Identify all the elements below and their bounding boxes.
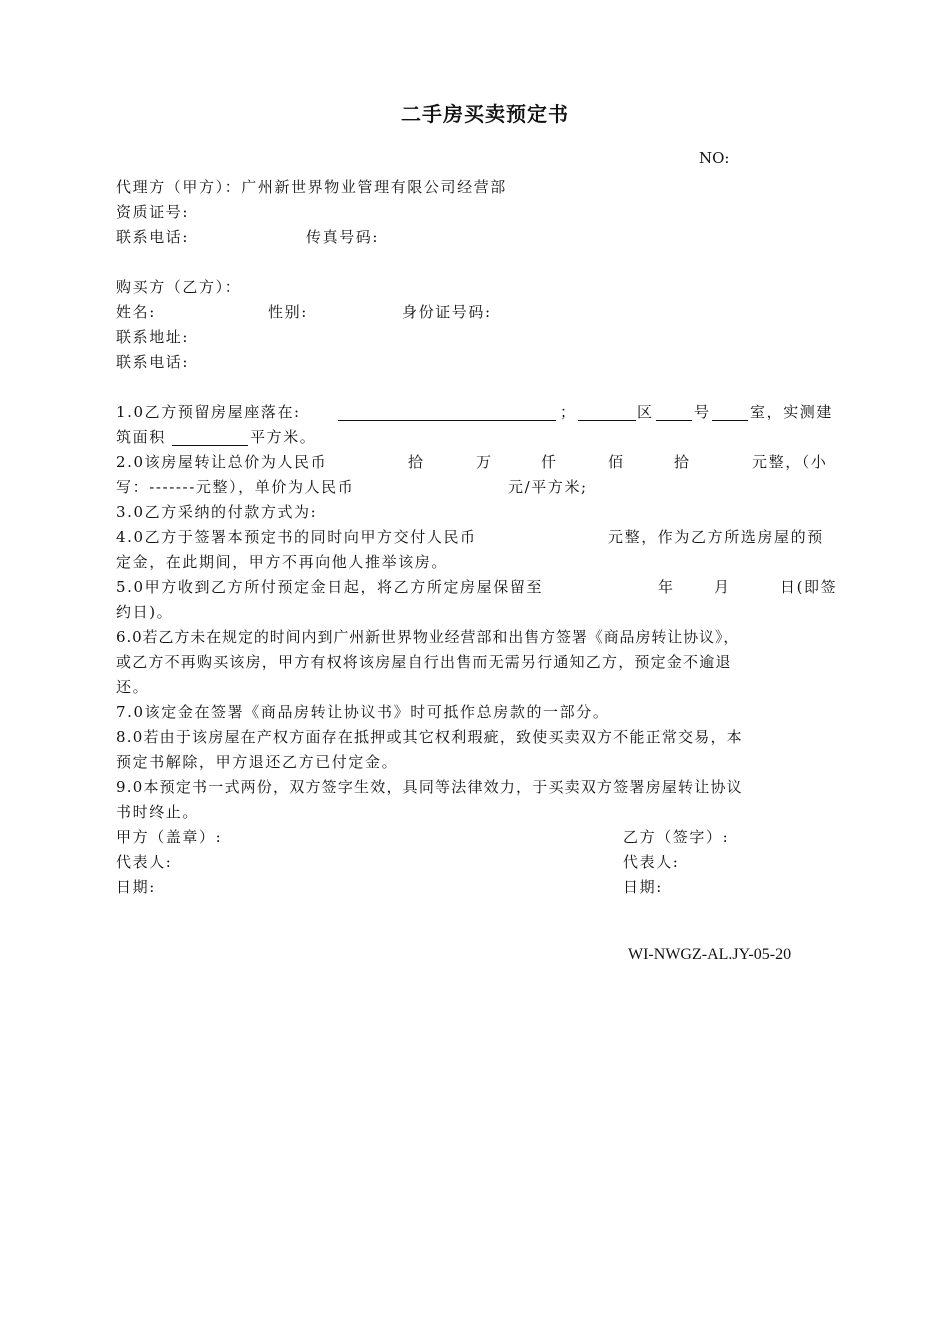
clause-1-room: 室，实测建 — [750, 403, 834, 421]
clause-4-deposit: 元整，作为乙方所选房屋的预 — [608, 528, 824, 546]
buyer-address: 联系地址: — [116, 328, 190, 346]
clause-2-unit-price: 元/平方米; — [508, 478, 588, 496]
buyer-gender: 性别: — [268, 303, 308, 321]
clause-2-bai: 佰 — [608, 453, 625, 471]
clause-4-text: 4.0乙方于签署本预定书的同时向甲方交付人民币 — [116, 528, 477, 546]
clause-1-area: 筑面积 — [116, 428, 166, 446]
clause-8-line-2: 预定书解除，甲方退还乙方已付定金。 — [116, 753, 399, 771]
clause-6-line-3: 还。 — [116, 678, 150, 696]
signature-row-representative — [116, 851, 680, 873]
area-blank — [172, 428, 248, 446]
clause-1-number: 号 — [694, 403, 711, 421]
party-b-signature: 乙方（签字）: — [623, 828, 730, 846]
signature-row-party — [116, 826, 730, 848]
buyer-id: 身份证号码: — [402, 303, 492, 321]
clause-2-wan: 万 — [476, 453, 493, 471]
clause-1-line-1 — [116, 401, 834, 423]
clause-2-line-2 — [116, 476, 588, 498]
clause-3: 3.0乙方采纳的付款方式为: — [116, 503, 318, 521]
clause-5-line-1 — [116, 576, 838, 598]
clause-8-line-1: 8.0若由于该房屋在产权方面存在抵押或其它权利瑕疵，致使买卖双方不能正常交易，本 — [116, 728, 743, 746]
clause-2-lowercase: 写：-------元整），单价为人民币 — [116, 478, 355, 496]
document-number-label: NO: — [699, 149, 730, 167]
clause-2-yuan: 元整，（小 — [752, 453, 828, 471]
clause-2-shi: 拾 — [674, 453, 691, 471]
agent-line: 代理方（甲方）：广州新世界物业管理有限公司经营部 — [116, 178, 507, 196]
clause-5-month: 月 — [714, 578, 731, 596]
number-blank — [656, 403, 692, 421]
location-blank — [338, 403, 556, 421]
district-blank — [578, 403, 636, 421]
signature-row-date — [116, 876, 663, 898]
clause-5-line-2: 约日)。 — [116, 603, 174, 621]
agent-qualification: 资质证号: — [116, 203, 190, 221]
agent-phone: 联系电话: — [116, 228, 190, 246]
buyer-name: 姓名: — [116, 303, 156, 321]
clause-9-line-2: 书时终止。 — [116, 803, 200, 821]
clause-6-line-2: 或乙方不再购买该房，甲方有权将该房屋自行出售而无需另行通知乙方，预定金不逾退 — [116, 653, 732, 671]
agent-fax: 传真号码: — [306, 228, 380, 246]
clause-5-year: 年 — [658, 578, 675, 596]
clause-6-line-1: 6.0若乙方未在规定的时间内到广州新世界物业经营部和出售方签署《商品房转让协议》， — [116, 628, 740, 646]
buyer-heading: 购买方（乙方）： — [116, 278, 242, 296]
clause-7: 7.0该定金在签署《商品房转让协议书》时可抵作总房款的一部分。 — [116, 703, 610, 721]
agent-phone-fax-row — [116, 226, 380, 248]
clause-2-shi-wan: 拾 — [408, 453, 425, 471]
party-a-date: 日期: — [116, 878, 156, 896]
clause-1-unit: 平方米。 — [250, 428, 317, 446]
clause-1-text: 1.0乙方预留房屋座落在: — [116, 403, 301, 421]
party-b-date: 日期: — [623, 878, 663, 896]
clause-9-line-1: 9.0本预定书一式两份，双方签字生效，具同等法律效力，于买卖双方签署房屋转让协议 — [116, 778, 743, 796]
clause-1-semicolon: ； — [560, 403, 577, 421]
clause-4-line-2: 定金，在此期间，甲方不再向他人推举该房。 — [116, 553, 449, 571]
room-blank — [712, 403, 748, 421]
clause-2-text: 2.0该房屋转让总价为人民币 — [116, 453, 328, 471]
party-a-seal: 甲方（盖章）: — [116, 828, 223, 846]
document-title: 二手房买卖预定书 — [401, 102, 569, 126]
clause-2-qian: 仟 — [541, 453, 558, 471]
clause-1-line-2 — [116, 426, 317, 448]
clause-4-line-1 — [116, 526, 824, 548]
buyer-phone: 联系电话: — [116, 353, 190, 371]
party-b-representative: 代表人: — [623, 853, 680, 871]
document-code: WI-NWGZ-AL.JY-05-20 — [628, 946, 792, 963]
clause-5-day: 日(即签 — [780, 578, 838, 596]
clause-5-text: 5.0甲方收到乙方所付预定金日起，将乙方所定房屋保留至 — [116, 578, 544, 596]
party-a-representative: 代表人: — [116, 853, 173, 871]
buyer-identity-row — [116, 301, 492, 323]
clause-1-district: 区 — [637, 403, 654, 421]
clause-2-line-1 — [116, 451, 828, 473]
